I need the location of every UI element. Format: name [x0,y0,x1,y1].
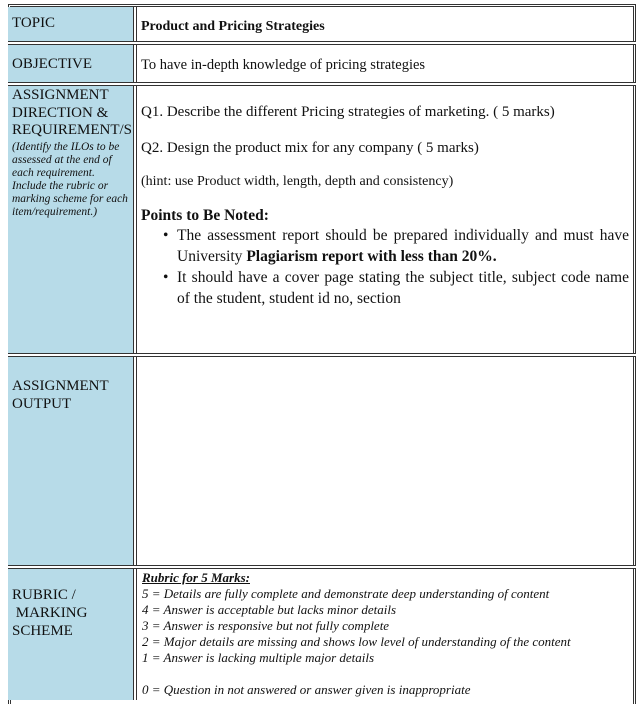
rubric-item-4: 4 = Answer is acceptable but lacks minor details [142,602,397,617]
topic-label: TOPIC [8,7,133,41]
rubric-item-2: 2 = Major details are missing and shows low level of understanding of the content [142,634,571,649]
bullet-icon: • [163,269,169,286]
rubric-item-0: 0 = Question in not answered or answer given is inappropriate [142,682,471,697]
hint-text: (hint: use Product width, length, depth and consistency) [141,174,454,189]
row-rubric [8,569,636,700]
rubric-heading: Rubric for 5 Marks: [142,570,250,585]
rubric-label: RUBRIC / MARKING SCHEME [8,569,133,700]
direction-label: ASSIGNMENT DIRECTION & REQUIREMENT/S (Identify the ILOs to be assessed at the end of each requirement. Include the rubric or marking scheme for each item/requirement.) [8,86,133,353]
question-2: Q2. Design the product mix for any company ( 5 marks) [141,140,479,156]
question-1: Q1. Describe the different Pricing strategies of marketing. ( 5 marks) [141,104,555,120]
row-objective [8,45,636,82]
topic-value: Product and Pricing Strategies [141,19,325,34]
list-item: • It should have a cover page stating the subject title, subject code name of the student, student id no, section [163,269,629,307]
row-direction [8,86,636,353]
row-output [8,357,636,565]
plagiarism-note: Plagiarism report with less than 20%. [246,248,497,265]
direction-label-note: (Identify the ILOs to be assessed at the end of each requirement. Include the rubric or marking scheme for each item/requirement.) [12,140,128,218]
rubric-item-5: 5 = Details are fully complete and demonstrate deep understanding of content [142,586,550,601]
points-list [141,225,629,309]
objective-value: To have in-depth knowledge of pricing strategies [141,57,426,73]
objective-label: OBJECTIVE [8,45,133,82]
output-area [137,357,633,565]
points-heading: Points to Be Noted: [141,207,269,224]
rubric-item-3: 3 = Answer is responsive but not fully complete [142,618,390,633]
rubric-item-1: 1 = Answer is lacking multiple major details [142,650,375,665]
list-item: • The assessment report should be prepared individually and must have University Plagiarism report with less than 20%. [163,227,629,265]
bullet-icon: • [163,227,169,244]
output-label: ASSIGNMENT OUTPUT [8,357,133,565]
row-topic [8,7,636,41]
